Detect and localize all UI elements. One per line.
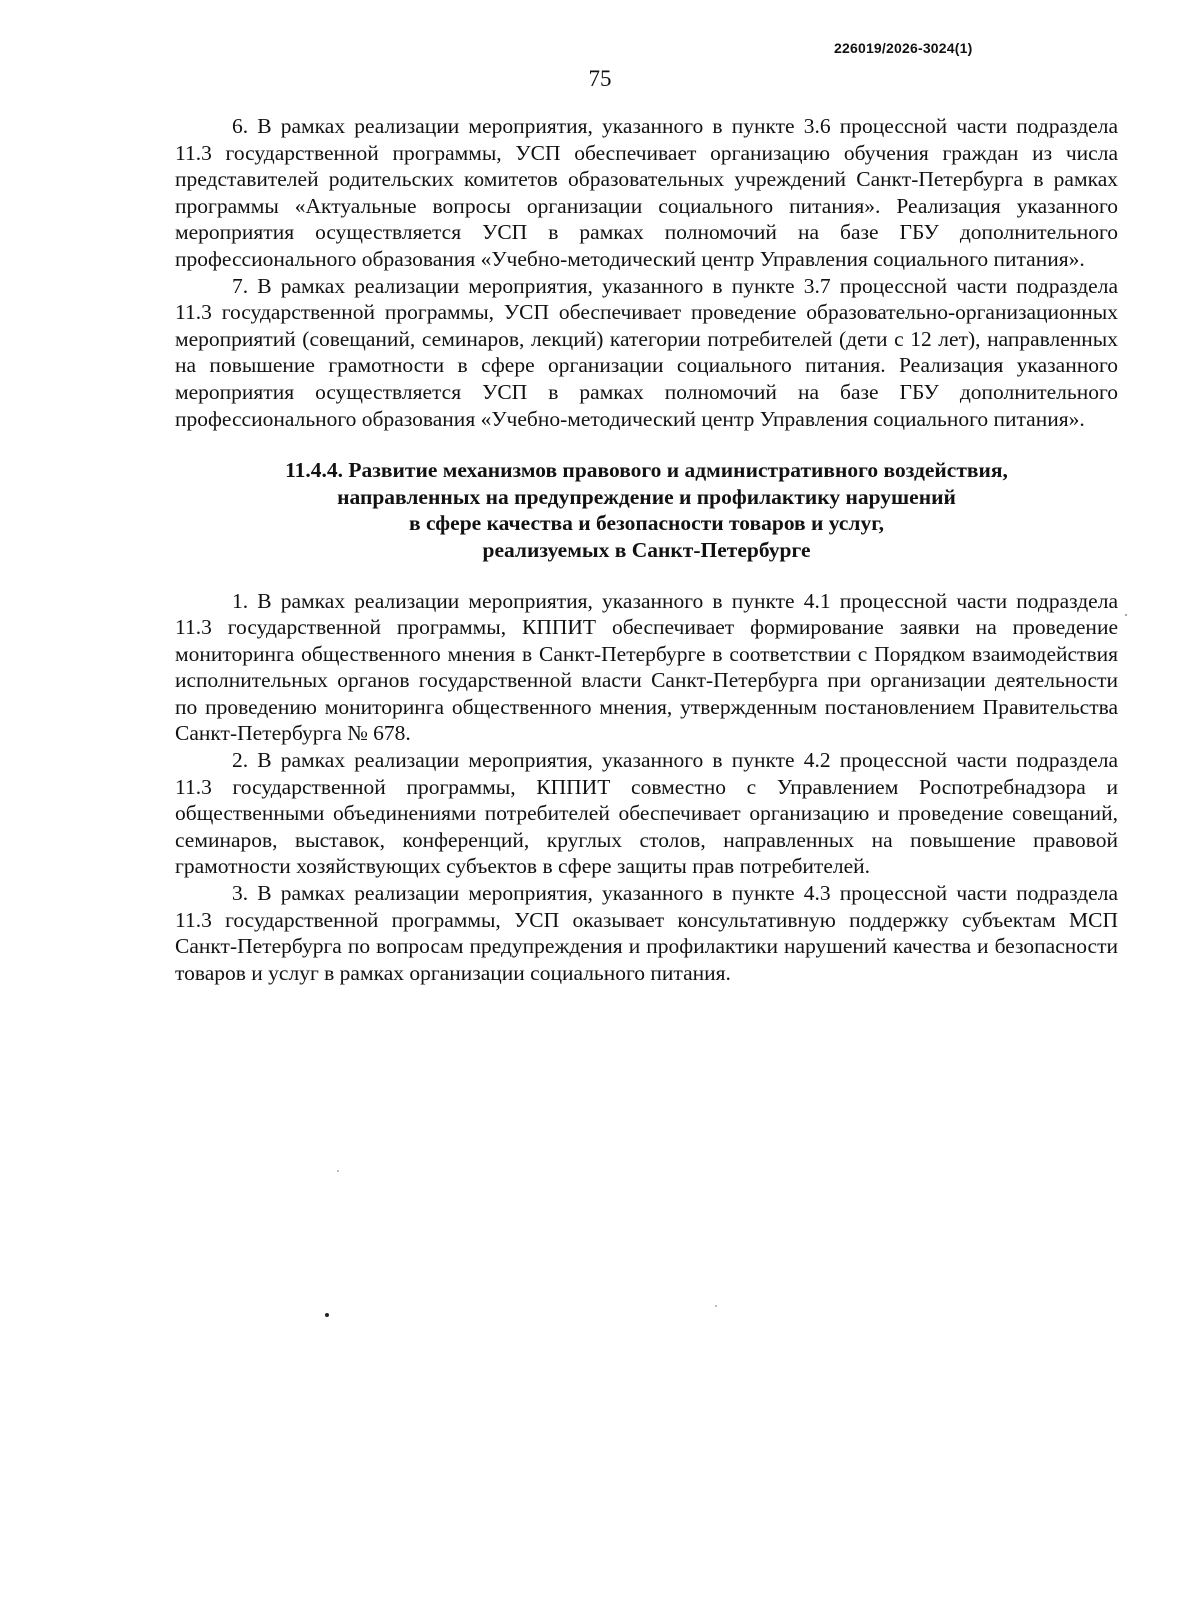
scan-speck: [337, 1170, 339, 1172]
section-paragraph-1: 1. В рамках реализации мероприятия, указанного в пункте 4.1 процессной части подраздела 11.3 государственной программы, КППИТ обеспечивает формирование заявки на проведение мониторинга общественного мнения в Санкт-Петербурге в соответствии с Порядком взаимодействия исполнительных органов государственной власти Санкт-Петербурга при организации деятельности по проведению мониторинга общественного мнения, утвержденным постановлением Правительства Санкт-Петербурга № 678.: [175, 588, 1118, 746]
document-registration-number: 226019/2026-3024(1): [834, 40, 973, 56]
document-body: [175, 113, 1118, 986]
section-heading: [175, 457, 1118, 563]
scan-speck: [325, 1313, 329, 1317]
section-paragraph-2: 2. В рамках реализации мероприятия, указанного в пункте 4.2 процессной части подраздела 11.3 государственной программы, КППИТ совместно с Управлением Роспотребнадзора и общественными объединениями потребителей обеспечивает организацию и проведение совещаний, семинаров, выставок, конференций, круглых столов, направленных на повышение правовой грамотности хозяйствующих субъектов в сфере защиты прав потребителей.: [175, 748, 1118, 879]
section-heading-line-3: в сфере качества и безопасности товаров и услуг,: [409, 511, 884, 536]
scan-speck: [715, 1305, 717, 1307]
paragraph-6: 6. В рамках реализации мероприятия, указанного в пункте 3.6 процессной части подраздела 11.3 государственной программы, УСП обеспечивает организацию обучения граждан из числа представителей родительских комитетов образовательных учреждений Санкт-Петербурга в рамках программы «Актуальные вопросы организации социального питания». Реализация указанного мероприятия осуществляется УСП в рамках полномочий на базе ГБУ дополнительного профессионального образования «Учебно-методический центр Управления социального питания».: [175, 114, 1118, 271]
section-heading-line-4: реализуемых в Санкт-Петербурге: [482, 537, 811, 562]
section-heading-line-1: 11.4.4. Развитие механизмов правового и административного воздействия,: [285, 458, 1008, 483]
section-heading-line-2: направленных на предупреждение и профилактику нарушений: [337, 484, 956, 509]
scan-speck: [1125, 614, 1127, 616]
section-paragraph-3: 3. В рамках реализации мероприятия, указанного в пункте 4.3 процессной части подраздела 11.3 государственной программы, УСП оказывает консультативную поддержку субъектам МСП Санкт-Петербурга по вопросам предупреждения и профилактики нарушений качества и безопасности товаров и услуг в рамках организации социального питания.: [175, 881, 1118, 985]
page-number: 75: [588, 66, 612, 91]
paragraph-7: 7. В рамках реализации мероприятия, указанного в пункте 3.7 процессной части подраздела 11.3 государственной программы, УСП обеспечивает проведение образовательно-организационных мероприятий (совещаний, семинаров, лекций) категории потребителей (дети с 12 лет), направленных на повышение грамотности в сфере организации социального питания. Реализация указанного мероприятия осуществляется УСП в рамках полномочий на базе ГБУ дополнительного профессионального образования «Учебно-методический центр Управления социального питания».: [175, 273, 1118, 431]
